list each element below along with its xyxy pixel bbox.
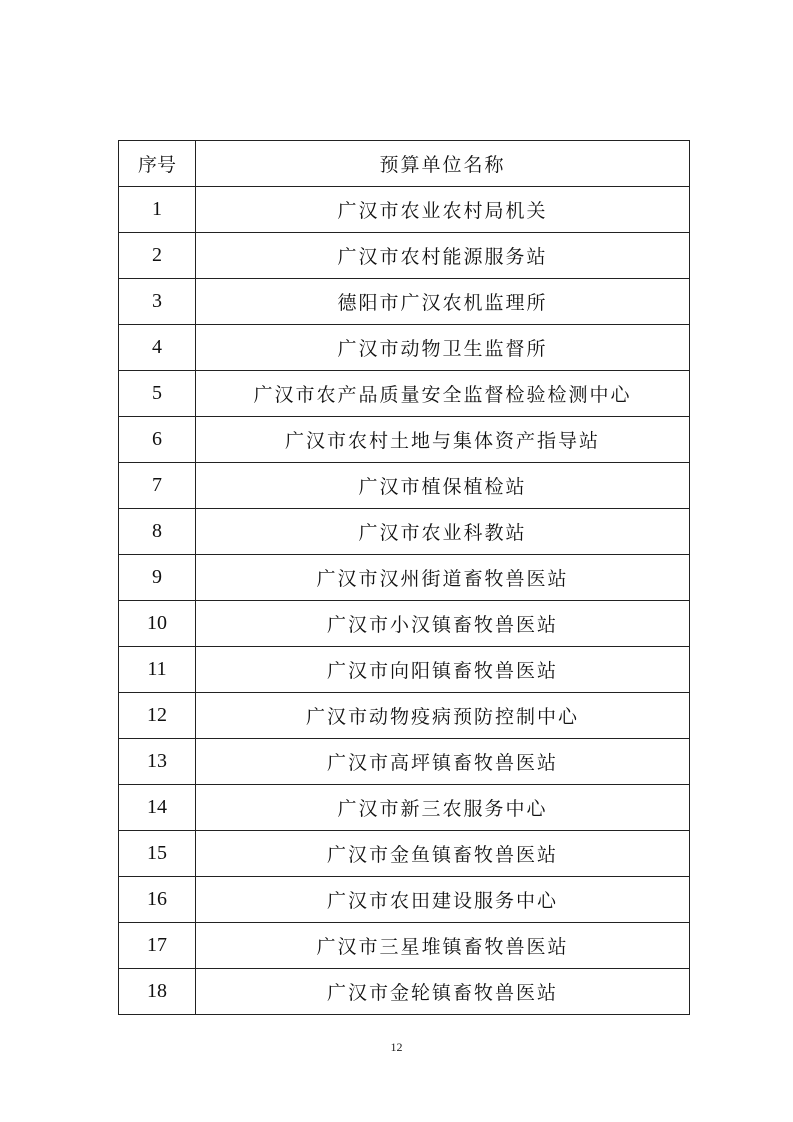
table-header-row	[119, 141, 690, 187]
row-unit-name: 广汉市动物卫生监督所	[196, 325, 690, 371]
table-row	[119, 463, 690, 509]
row-index: 4	[119, 325, 196, 371]
budget-unit-table	[118, 140, 690, 1015]
table-row	[119, 187, 690, 233]
row-index: 10	[119, 601, 196, 647]
table-row	[119, 233, 690, 279]
table-row	[119, 371, 690, 417]
row-unit-name: 广汉市农业农村局机关	[196, 187, 690, 233]
row-index: 5	[119, 371, 196, 417]
row-index: 1	[119, 187, 196, 233]
row-index: 13	[119, 739, 196, 785]
row-unit-name: 广汉市新三农服务中心	[196, 785, 690, 831]
row-unit-name: 广汉市金鱼镇畜牧兽医站	[196, 831, 690, 877]
header-index: 序号	[119, 141, 196, 187]
table-row	[119, 601, 690, 647]
table-row	[119, 647, 690, 693]
row-index: 3	[119, 279, 196, 325]
row-index: 7	[119, 463, 196, 509]
table-row	[119, 325, 690, 371]
row-unit-name: 广汉市高坪镇畜牧兽医站	[196, 739, 690, 785]
row-unit-name: 广汉市汉州街道畜牧兽医站	[196, 555, 690, 601]
row-unit-name: 广汉市农业科教站	[196, 509, 690, 555]
row-unit-name: 广汉市植保植检站	[196, 463, 690, 509]
row-unit-name: 广汉市农田建设服务中心	[196, 877, 690, 923]
page-number: 12	[390, 1040, 403, 1054]
table-row	[119, 877, 690, 923]
row-index: 11	[119, 647, 196, 693]
table-row	[119, 555, 690, 601]
row-index: 14	[119, 785, 196, 831]
row-unit-name: 广汉市动物疫病预防控制中心	[196, 693, 690, 739]
header-unit-name: 预算单位名称	[196, 141, 690, 187]
table-row	[119, 969, 690, 1015]
table-row	[119, 739, 690, 785]
row-unit-name: 广汉市农产品质量安全监督检验检测中心	[196, 371, 690, 417]
row-index: 2	[119, 233, 196, 279]
table-row	[119, 923, 690, 969]
row-unit-name: 广汉市农村土地与集体资产指导站	[196, 417, 690, 463]
row-unit-name: 广汉市向阳镇畜牧兽医站	[196, 647, 690, 693]
table-row	[119, 785, 690, 831]
table-row	[119, 279, 690, 325]
row-index: 18	[119, 969, 196, 1015]
row-unit-name: 广汉市三星堆镇畜牧兽医站	[196, 923, 690, 969]
row-index: 17	[119, 923, 196, 969]
row-index: 9	[119, 555, 196, 601]
table-body	[119, 187, 690, 1015]
row-unit-name: 广汉市小汉镇畜牧兽医站	[196, 601, 690, 647]
row-unit-name: 德阳市广汉农机监理所	[196, 279, 690, 325]
row-index: 8	[119, 509, 196, 555]
budget-unit-table-container	[118, 140, 690, 1015]
table-row	[119, 417, 690, 463]
row-index: 16	[119, 877, 196, 923]
table-row	[119, 509, 690, 555]
row-index: 12	[119, 693, 196, 739]
table-row	[119, 831, 690, 877]
row-index: 15	[119, 831, 196, 877]
row-unit-name: 广汉市金轮镇畜牧兽医站	[196, 969, 690, 1015]
table-row	[119, 693, 690, 739]
row-unit-name: 广汉市农村能源服务站	[196, 233, 690, 279]
row-index: 6	[119, 417, 196, 463]
